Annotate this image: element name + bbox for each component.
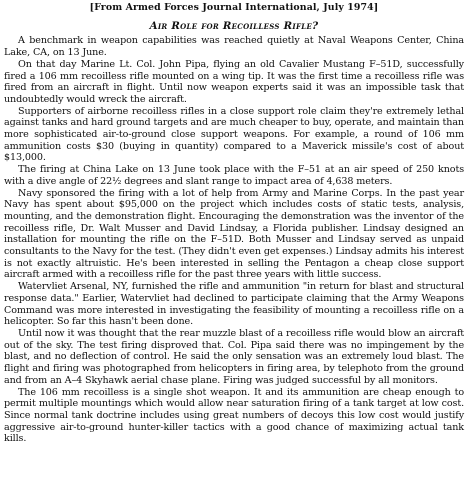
- source-citation: [From Armed Forces Journal International, July 1974]: [89, 2, 379, 13]
- paragraph: Watervliet Arsenal, NY, furnished the rifle and ammunition "in return for blast and structural response data." Earlier, Watervliet had declined to participate claiming that the Army Weapons Command was more interested in investigating the feasibility of mounting a recoilless rifle on a helicopter. So far this hasn't been done.: [4, 281, 464, 328]
- paragraph: The firing at China Lake on 13 June took place with the F–51 at an air speed of 250 knots with a dive angle of 22½ degrees and slant range to impact area of 4,638 meters.: [4, 164, 464, 187]
- paragraph: On that day Marine Lt. Col. John Pipa, flying an old Cavalier Mustang F–51D, successfully fired a 106 mm recoilless rifle mounted on a wing tip. It was the first time a recoilless rifle was fired from an aircraft in flight. Until now weapon experts said it was an impossible task that undoubtedly would wreck the aircraft.: [4, 58, 464, 105]
- paragraph: Navy sponsored the firing with a lot of help from Army and Marine Corps. In the past year Navy has spent about $95,000 on the project which includes costs of static tests, analysis, mounting, and the demonstration flight. Encouraging the demonstration was the inventor of the recoilless rifle, Dr. Walt Musser and David Lindsay, a Florida publisher. Lindsay designed an installation for mounting the rifle on the F–51D. Both Musser and Lindsay served as unpaid consultants to the Navy for the test. (They didn't even get expenses.) Lindsay admits his interest is not exactly altruistic. He's been interested in selling the Pentagon a cheap close support aircraft armed with a recoilless rifle for the past three years with little success.: [4, 187, 464, 281]
- paragraph: Until now it was thought that the rear muzzle blast of a recoilless rifle would blow an aircraft out of the sky. The test firing disproved that. Col. Pipa said there was no impingement by the blast, and no deflection of control. He said the only sensation was an extremely loud blast. The flight and firing was photographed from helicopters in firing area, by telephoto from the ground and from an A–4 Skyhawk aerial chase plane. Firing was judged successful by all monitors.: [4, 327, 464, 386]
- paragraph: A benchmark in weapon capabilities was reached quietly at Naval Weapons Center, China Lake, CA, on 13 June.: [4, 35, 464, 59]
- article-title: Air Role for Recoilless Rifle?: [149, 19, 319, 32]
- paragraph: The 106 mm recoilless is a single shot weapon. It and its ammunition are cheap enough to permit multiple mountings which would allow near saturation firing of a tank target at low cost. Since normal tank doctrine includes using great numbers of decoys this low cost would justify aggressive air-to-ground hunter-killer tactics with a good chance of maximizing actual tank kills.: [4, 386, 464, 445]
- paragraph: Supporters of airborne recoilless rifles in a close support role claim they're extremely lethal against tanks and hard ground targets and are much cheaper to buy, operate, and maintain than more sophisticated air-to-ground close support weapons. For example, a round of 106 mm ammunition costs $30 (buying in quantity) compared to a Maverick missile's cost of about $13,000.: [4, 105, 464, 164]
